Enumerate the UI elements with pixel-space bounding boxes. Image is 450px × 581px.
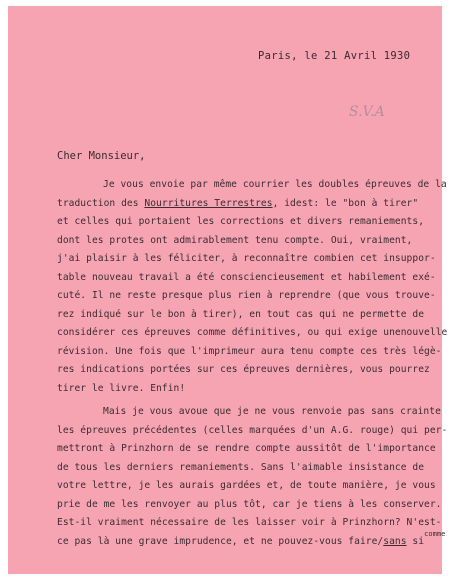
letter-dateline: Paris, le 21 Avril 1930	[258, 50, 411, 62]
text-line: prie de me les renvoyer au plus tôt, car je tiens à les conserver.	[57, 498, 442, 510]
text-line	[57, 195, 437, 214]
text-line: tirer le livre. Enfin!	[57, 382, 186, 394]
text-line: votre lettre, je les aurais gardées et, de toute manière, je vous	[57, 480, 436, 491]
letter-salutation: Cher Monsieur,	[57, 150, 146, 162]
handwritten-initials: S.V.A	[349, 104, 385, 120]
text-line: révision. Une fois que l'imprimeur aura tenu compte ces très légè-	[57, 345, 442, 357]
text-line: table nouveau travail a été consciencieusement et habilement exé-	[57, 271, 436, 283]
text-line: cuté. Il ne reste presque plus rien à reprendre (que vous trouve-	[57, 290, 436, 301]
paragraph-2	[57, 403, 448, 551]
text-fragment: ce pas là une grave imprudence, et ne pouvez-vous faire/	[57, 535, 384, 547]
text-line	[57, 529, 446, 552]
typed-correction: nouvelle	[400, 327, 448, 338]
text-line: j'ai plaisir à les féliciter, à reconnaître combien cet insuppor-	[57, 253, 436, 264]
text-line: res indications portées sur ces épreuves dernières, vous pourrez	[57, 364, 430, 375]
text-fragment: considérer ces épreuves comme définitives, ou qui exige une	[57, 327, 401, 338]
text-line: les épreuves précédentes (celles marquées d'un A.G. rouge) qui per-	[57, 424, 448, 436]
text-line: Je vous envoie par même courrier les doubles épreuves de la	[103, 179, 447, 190]
text-fragment: si	[406, 535, 425, 547]
text-line: Mais je vous avoue que je ne vous renvoie pas sans crainte	[103, 406, 441, 417]
letter-body	[57, 176, 448, 551]
text-line: et celles qui portaient les corrections et divers remaniements,	[57, 216, 425, 227]
interlinear-annotation: comme	[424, 529, 446, 538]
text-fragment: traduction des	[57, 197, 145, 209]
paragraph-1	[57, 176, 448, 398]
text-fragment: , idest: le "bon à tirer"	[272, 197, 419, 209]
book-title: Nourritures Terrestres	[144, 197, 273, 209]
text-line: Est-il vraiment nécessaire de les laisser voir à Prinzhorn? N'est-	[57, 517, 442, 528]
struck-word: sans	[383, 535, 407, 547]
text-line: rez indiqué sur le bon à tirer), en tout cas qui ne permette de	[57, 308, 425, 320]
text-line: mettront à Prinzhorn de se rendre compte aussitôt de l'importance	[57, 443, 436, 454]
text-line: de tous les derniers remaniements. Sans l'aimable insistance de	[57, 461, 425, 473]
text-line	[57, 324, 448, 343]
text-line: dont les protes ont admirablement tenu compte. Oui, vraiment,	[57, 234, 413, 246]
